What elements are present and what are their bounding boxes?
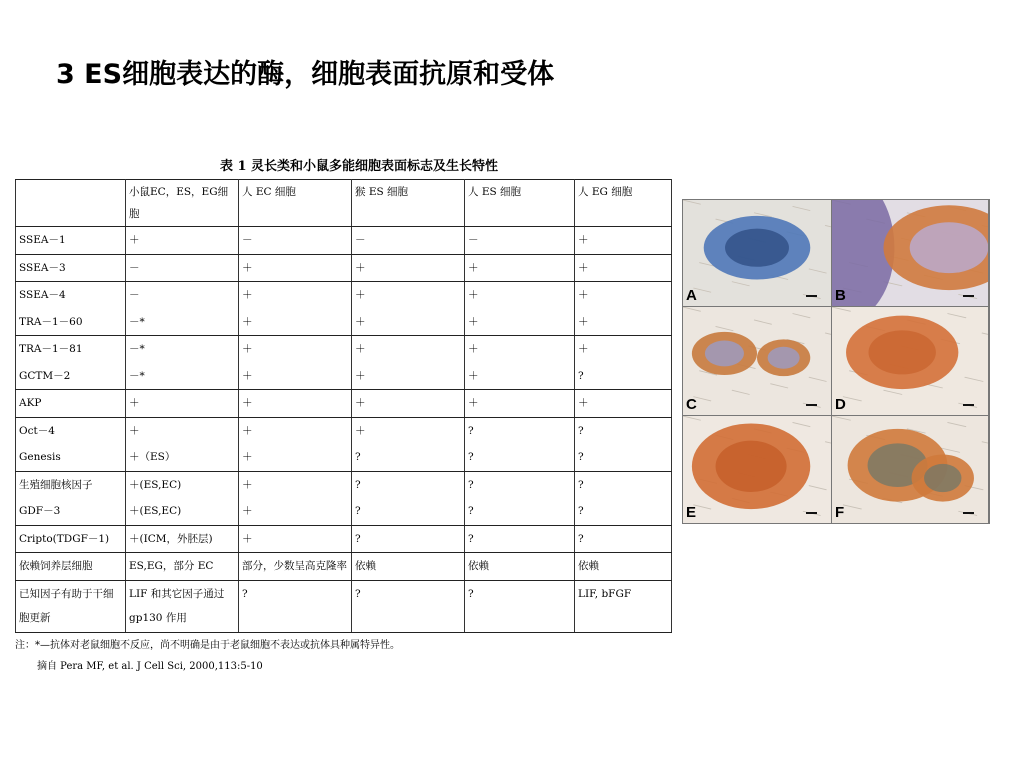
table-header-cell: 猴 ES 细胞 — [352, 180, 465, 227]
table-cell: ＋ — [239, 498, 352, 525]
panel-letter: E — [686, 504, 697, 521]
row-label-cell: Cripto(TDGF－1) — [16, 525, 126, 553]
row-label-cell: SSEA－4 — [16, 282, 126, 309]
fibroblast-streak — [982, 442, 988, 446]
table-source: 摘自 Pera MF, et al. J Cell Sci, 2000,113:5-10 — [37, 660, 263, 672]
row-label-cell: SSEA－1 — [16, 227, 126, 255]
table-cell: ? — [352, 580, 465, 632]
table-cell: ＋ — [465, 254, 575, 282]
micrograph-panel-e — [683, 416, 831, 523]
scale-bar — [963, 512, 974, 514]
micrograph-panel-d — [832, 307, 988, 415]
micrograph-panel-f — [832, 416, 988, 523]
colony-core — [716, 441, 787, 492]
table-cell: ＋ — [575, 282, 672, 309]
table-header-row — [16, 180, 672, 227]
table-cell: ? — [575, 363, 672, 390]
table-header-cell: 小鼠EC，ES，EG细胞 — [126, 180, 239, 227]
fibroblast-streak — [941, 448, 960, 452]
table-row — [16, 363, 672, 390]
table-cell: ? — [575, 498, 672, 525]
fibroblast-streak — [825, 225, 831, 229]
table-cell: ? — [465, 417, 575, 444]
table-cell: － — [352, 227, 465, 255]
table-cell: ＋ — [465, 282, 575, 309]
table-cell: ＋(ICM，外胚层) — [126, 525, 239, 553]
fibroblast-streak — [947, 313, 966, 317]
table-cell: ＋ — [575, 227, 672, 255]
table-cell: － — [126, 282, 239, 309]
table-cell: 依赖 — [352, 553, 465, 581]
table-cell: ＋ — [239, 471, 352, 498]
table-cell: ＋ — [239, 282, 352, 309]
micrograph-image — [683, 416, 831, 523]
table-cell: ＋ — [352, 390, 465, 418]
table-row — [16, 471, 672, 498]
table-cell: ? — [352, 444, 465, 471]
micrograph-image — [832, 416, 988, 523]
panel-letter: F — [835, 504, 845, 521]
fibroblast-streak — [754, 320, 772, 324]
table-cell: ? — [239, 580, 352, 632]
table-cell: ? — [465, 498, 575, 525]
table-cell: ＋(ES,EC) — [126, 471, 239, 498]
row-label-cell: Oct－4 — [16, 417, 126, 444]
table-cell: ? — [465, 471, 575, 498]
table-row — [16, 553, 672, 581]
table-header-cell: 人 EC 细胞 — [239, 180, 352, 227]
row-label-cell: SSEA－3 — [16, 254, 126, 282]
marker-table — [15, 179, 672, 633]
table-cell: ＋ — [465, 363, 575, 390]
table-cell: ＋(ES,EC) — [126, 498, 239, 525]
table-cell: ＋（ES） — [126, 444, 239, 471]
fibroblast-streak — [825, 442, 831, 446]
micrograph-panel-b — [832, 200, 988, 306]
fibroblast-streak — [883, 390, 902, 394]
table-header-cell: 人 EG 细胞 — [575, 180, 672, 227]
fibroblast-streak — [732, 282, 750, 286]
marker-table-container — [15, 155, 673, 672]
fibroblast-streak — [732, 390, 750, 394]
table-cell: ? — [575, 525, 672, 553]
table-cell: ? — [465, 525, 575, 553]
table-row — [16, 336, 672, 363]
fibroblast-streak — [770, 384, 788, 388]
table-header-cell — [16, 180, 126, 227]
table-cell: ＋ — [575, 390, 672, 418]
table-cell: ＋ — [239, 417, 352, 444]
table-cell: 依赖 — [465, 553, 575, 581]
table-caption: 表 1 灵长类和小鼠多能细胞表面标志及生长特性 — [219, 159, 499, 174]
table-row — [16, 309, 672, 336]
fibroblast-streak — [683, 416, 701, 420]
table-cell: ＋ — [239, 309, 352, 336]
fibroblast-streak — [809, 486, 827, 490]
table-row — [16, 227, 672, 255]
table-cell: ? — [465, 580, 575, 632]
fibroblast-streak — [793, 313, 811, 317]
table-cell: ＋ — [465, 336, 575, 363]
table-cell: ? — [575, 417, 672, 444]
table-cell: ＋ — [352, 309, 465, 336]
table-cell: ＋ — [465, 309, 575, 336]
table-cell: ＋ — [352, 417, 465, 444]
row-label-cell: 生殖细胞核因子 — [16, 471, 126, 498]
table-cell: ＋ — [239, 363, 352, 390]
table-cell: ＋ — [575, 254, 672, 282]
table-row — [16, 417, 672, 444]
colony-core — [768, 347, 800, 369]
table-cell: 部分，少数呈高克隆率 — [239, 553, 352, 581]
fibroblast-streak — [832, 416, 851, 420]
table-cell: ? — [352, 471, 465, 498]
row-label-cell: GDF－3 — [16, 498, 126, 525]
table-cell: ES,EG，部分 EC — [126, 553, 239, 581]
fibroblast-streak — [716, 326, 734, 330]
table-cell: ＋ — [239, 390, 352, 418]
fibroblast-streak — [809, 269, 827, 273]
row-label-cell: TRA－1－60 — [16, 309, 126, 336]
table-row — [16, 525, 672, 553]
fibroblast-streak — [825, 333, 831, 337]
row-label-cell: Genesis — [16, 444, 126, 471]
scale-bar — [963, 295, 974, 297]
table-cell: ＋ — [575, 336, 672, 363]
micrograph-image — [832, 307, 988, 415]
table-cell: ＋ — [575, 309, 672, 336]
micrograph-image — [683, 307, 831, 415]
table-row — [16, 390, 672, 418]
table-cell: ? — [575, 444, 672, 471]
scale-bar — [806, 404, 817, 406]
table-cell: －* — [126, 336, 239, 363]
micrograph-panel-c — [683, 307, 831, 415]
scale-bar — [963, 404, 974, 406]
table-cell: ? — [575, 471, 672, 498]
row-label-cell: GCTM－2 — [16, 363, 126, 390]
colony-core — [725, 229, 789, 267]
fibroblast-streak — [965, 377, 984, 381]
table-cell: ＋ — [352, 363, 465, 390]
fibroblast-streak — [793, 422, 811, 426]
table-header-cell: 人 ES 细胞 — [465, 180, 575, 227]
table-cell: ＋ — [126, 227, 239, 255]
table-cell: 依赖 — [575, 553, 672, 581]
table-cell: ＋ — [239, 336, 352, 363]
table-cell: － — [465, 227, 575, 255]
table-cell: ? — [352, 498, 465, 525]
colony-core — [924, 464, 961, 492]
table-row — [16, 282, 672, 309]
table-cell: ＋ — [239, 254, 352, 282]
micrograph-grid — [682, 199, 990, 524]
fibroblast-streak — [982, 333, 988, 337]
table-cell: LIF, bFGF — [575, 580, 672, 632]
micrograph-image — [832, 200, 988, 306]
table-cell: ＋ — [126, 417, 239, 444]
fibroblast-streak — [843, 505, 862, 509]
row-label-cell: TRA－1－81 — [16, 336, 126, 363]
colony-core — [705, 340, 744, 366]
colony-core — [910, 222, 988, 273]
table-cell: ＋ — [126, 390, 239, 418]
micrograph-image — [683, 200, 831, 306]
table-cell: ＋ — [352, 282, 465, 309]
fibroblast-streak — [693, 505, 711, 509]
table-cell: ? — [352, 525, 465, 553]
panel-letter: D — [835, 396, 846, 413]
micrograph-panel-a — [683, 200, 831, 306]
table-cell: －* — [126, 363, 239, 390]
table-row — [16, 498, 672, 525]
panel-letter: C — [686, 396, 697, 413]
row-label-cell: 已知因子有助于干细胞更新 — [16, 580, 126, 632]
table-row — [16, 444, 672, 471]
fibroblast-streak — [809, 377, 827, 381]
table-cell: LIF 和其它因子通过 gp130 作用 — [126, 580, 239, 632]
table-footnote: 注：*—抗体对老鼠细胞不反应，尚不明确是由于老鼠细胞不表达或抗体具种属特异性。 — [15, 639, 400, 651]
table-cell: ＋ — [465, 390, 575, 418]
scale-bar — [806, 512, 817, 514]
slide-title: 3 ES细胞表达的酶，细胞表面抗原和受体 — [56, 59, 555, 90]
table-row — [16, 254, 672, 282]
panel-letter: A — [686, 287, 697, 304]
row-label-cell: AKP — [16, 390, 126, 418]
fibroblast-streak — [683, 200, 701, 204]
fibroblast-streak — [793, 206, 811, 210]
scale-bar — [806, 295, 817, 297]
table-cell: ＋ — [352, 336, 465, 363]
table-cell: －* — [126, 309, 239, 336]
table-row — [16, 580, 672, 632]
table-cell: ＋ — [239, 525, 352, 553]
panel-letter: B — [835, 287, 846, 304]
table-cell: ? — [465, 444, 575, 471]
table-cell: － — [126, 254, 239, 282]
row-label-cell: 依赖饲养层细胞 — [16, 553, 126, 581]
table-cell: ＋ — [239, 444, 352, 471]
fibroblast-streak — [683, 307, 701, 311]
table-cell: － — [239, 227, 352, 255]
fibroblast-streak — [947, 422, 966, 426]
colony-core — [869, 330, 936, 374]
table-cell: ＋ — [352, 254, 465, 282]
fibroblast-streak — [832, 307, 851, 311]
